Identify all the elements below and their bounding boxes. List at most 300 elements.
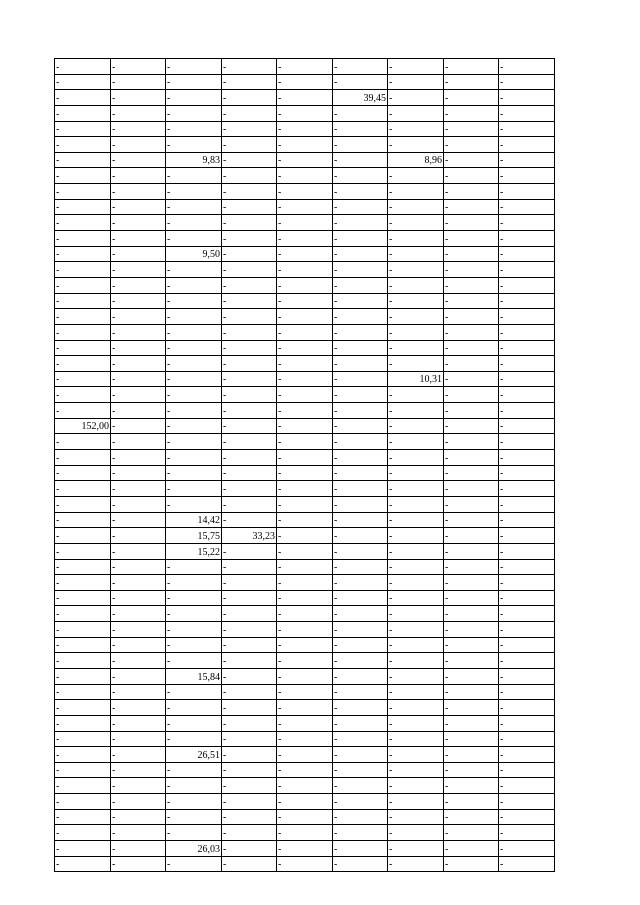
table-cell: - — [333, 434, 388, 450]
table-cell: - — [55, 105, 111, 121]
table-row — [55, 684, 555, 700]
table-cell: - — [111, 622, 166, 638]
table-cell: - — [444, 262, 499, 278]
table-row — [55, 262, 555, 278]
table-cell: - — [499, 231, 555, 247]
table-cell: - — [111, 231, 166, 247]
table-cell: - — [388, 246, 444, 262]
table-cell: - — [222, 543, 277, 559]
table-cell: - — [222, 778, 277, 794]
table-row — [55, 668, 555, 684]
table-cell: - — [444, 668, 499, 684]
table-cell: - — [277, 371, 333, 387]
table-cell: - — [111, 356, 166, 372]
table-cell: - — [444, 747, 499, 763]
table-cell: - — [277, 856, 333, 872]
table-cell: - — [388, 762, 444, 778]
table-cell: - — [222, 309, 277, 325]
table-cell: - — [333, 418, 388, 434]
table-cell: - — [55, 90, 111, 106]
table-cell: - — [333, 465, 388, 481]
table-cell: - — [333, 403, 388, 419]
table-cell: - — [277, 762, 333, 778]
table-cell: - — [277, 465, 333, 481]
table-cell: - — [499, 90, 555, 106]
table-cell: - — [111, 637, 166, 653]
table-cell: - — [444, 731, 499, 747]
table-cell: 8,96 — [388, 152, 444, 168]
table-row — [55, 543, 555, 559]
table-cell: - — [333, 262, 388, 278]
table-cell: - — [444, 528, 499, 544]
table-cell: - — [222, 59, 277, 75]
table-cell: - — [499, 340, 555, 356]
table-cell: - — [499, 246, 555, 262]
table-cell: - — [166, 731, 222, 747]
table-cell: - — [222, 559, 277, 575]
table-cell: - — [222, 74, 277, 90]
spreadsheet-table — [54, 58, 555, 872]
table-cell: - — [388, 496, 444, 512]
table-row — [55, 324, 555, 340]
table-cell: - — [222, 715, 277, 731]
table-row — [55, 74, 555, 90]
table-row — [55, 434, 555, 450]
table-cell: - — [55, 59, 111, 75]
table-cell: - — [333, 168, 388, 184]
table-cell: - — [388, 559, 444, 575]
table-cell: - — [277, 684, 333, 700]
table-cell: - — [277, 152, 333, 168]
table-cell: - — [111, 794, 166, 810]
table-cell: - — [277, 668, 333, 684]
table-row — [55, 825, 555, 841]
table-cell: - — [333, 215, 388, 231]
table-cell: - — [444, 481, 499, 497]
table-cell: - — [55, 794, 111, 810]
table-cell: - — [277, 622, 333, 638]
table-cell: - — [388, 450, 444, 466]
table-cell: - — [444, 841, 499, 857]
table-cell: - — [333, 825, 388, 841]
table-cell: - — [444, 403, 499, 419]
table-cell: - — [111, 324, 166, 340]
table-cell: - — [55, 637, 111, 653]
table-cell: - — [388, 387, 444, 403]
table-row — [55, 105, 555, 121]
table-cell: - — [222, 841, 277, 857]
table-cell: - — [277, 121, 333, 137]
table-cell: - — [444, 794, 499, 810]
table-row — [55, 371, 555, 387]
table-cell: - — [166, 637, 222, 653]
table-row — [55, 137, 555, 153]
table-cell: - — [222, 324, 277, 340]
table-cell: - — [499, 309, 555, 325]
table-cell: - — [499, 512, 555, 528]
table-cell: - — [444, 74, 499, 90]
table-cell: - — [111, 309, 166, 325]
table-cell: - — [166, 856, 222, 872]
table-cell: - — [333, 59, 388, 75]
table-cell: - — [499, 152, 555, 168]
table-cell: - — [166, 184, 222, 200]
table-cell: - — [222, 418, 277, 434]
table-row — [55, 637, 555, 653]
table-row — [55, 309, 555, 325]
table-cell: - — [499, 668, 555, 684]
table-cell: - — [277, 528, 333, 544]
table-cell: - — [333, 715, 388, 731]
table-cell: - — [55, 434, 111, 450]
table-cell: - — [55, 309, 111, 325]
table-cell: - — [55, 293, 111, 309]
table-cell: - — [111, 340, 166, 356]
table-cell: - — [499, 324, 555, 340]
table-cell: - — [333, 246, 388, 262]
table-cell: - — [55, 668, 111, 684]
table-cell: - — [166, 356, 222, 372]
table-cell: - — [111, 809, 166, 825]
table-cell: - — [499, 622, 555, 638]
table-row — [55, 841, 555, 857]
table-cell: - — [55, 590, 111, 606]
table-cell: - — [499, 74, 555, 90]
table-cell: - — [55, 559, 111, 575]
table-cell: - — [388, 418, 444, 434]
table-row — [55, 715, 555, 731]
table-row — [55, 809, 555, 825]
table-cell: - — [444, 450, 499, 466]
table-cell: - — [222, 481, 277, 497]
table-cell: - — [444, 700, 499, 716]
table-cell: - — [277, 543, 333, 559]
table-cell: - — [444, 199, 499, 215]
table-cell: - — [333, 387, 388, 403]
table-cell: - — [444, 653, 499, 669]
table-cell: - — [499, 356, 555, 372]
table-cell: - — [499, 168, 555, 184]
table-cell: - — [277, 387, 333, 403]
table-cell: - — [222, 762, 277, 778]
table-cell: - — [499, 293, 555, 309]
table-cell: - — [166, 121, 222, 137]
table-cell: - — [222, 825, 277, 841]
table-cell: 26,03 — [166, 841, 222, 857]
table-row — [55, 340, 555, 356]
table-cell: - — [333, 371, 388, 387]
table-cell: 152,00 — [55, 418, 111, 434]
table-cell: - — [333, 606, 388, 622]
table-cell: - — [55, 277, 111, 293]
table-cell: - — [444, 59, 499, 75]
table-cell: 10,31 — [388, 371, 444, 387]
table-cell: - — [111, 90, 166, 106]
table-cell: - — [499, 715, 555, 731]
table-cell: - — [166, 199, 222, 215]
table-cell: - — [111, 293, 166, 309]
table-cell: - — [333, 684, 388, 700]
table-cell: - — [222, 512, 277, 528]
table-cell: - — [166, 387, 222, 403]
table-cell: - — [499, 496, 555, 512]
table-cell: - — [444, 246, 499, 262]
table-cell: - — [444, 512, 499, 528]
table-cell: - — [444, 231, 499, 247]
table-cell: - — [499, 59, 555, 75]
table-cell: - — [166, 215, 222, 231]
table-cell: - — [388, 137, 444, 153]
table-cell: - — [499, 684, 555, 700]
table-row — [55, 231, 555, 247]
table-cell: - — [222, 403, 277, 419]
table-cell: - — [111, 387, 166, 403]
table-cell: - — [111, 152, 166, 168]
table-cell: - — [166, 403, 222, 419]
table-cell: - — [333, 184, 388, 200]
table-cell: - — [333, 324, 388, 340]
table-cell: - — [499, 590, 555, 606]
table-cell: - — [55, 262, 111, 278]
table-cell: - — [166, 825, 222, 841]
table-cell: - — [333, 121, 388, 137]
table-row — [55, 794, 555, 810]
table-cell: - — [499, 418, 555, 434]
table-cell: - — [499, 403, 555, 419]
table-cell: - — [333, 277, 388, 293]
table-cell: - — [388, 403, 444, 419]
table-cell: - — [444, 496, 499, 512]
table-cell: - — [166, 575, 222, 591]
table-cell: - — [55, 465, 111, 481]
table-cell: - — [111, 168, 166, 184]
table-cell: - — [55, 715, 111, 731]
table-cell: - — [277, 403, 333, 419]
table-row — [55, 762, 555, 778]
table-cell: - — [444, 277, 499, 293]
table-cell: - — [111, 434, 166, 450]
table-cell: - — [277, 293, 333, 309]
table-row — [55, 731, 555, 747]
table-cell: - — [499, 465, 555, 481]
table-cell: - — [277, 277, 333, 293]
table-cell: - — [111, 528, 166, 544]
table-cell: - — [111, 403, 166, 419]
table-row — [55, 747, 555, 763]
table-cell: - — [277, 184, 333, 200]
table-cell: - — [166, 481, 222, 497]
table-cell: - — [166, 653, 222, 669]
table-cell: - — [111, 762, 166, 778]
table-cell: - — [388, 637, 444, 653]
table-cell: - — [277, 59, 333, 75]
table-cell: - — [499, 137, 555, 153]
table-cell: - — [55, 246, 111, 262]
table-cell: - — [444, 168, 499, 184]
table-cell: - — [222, 121, 277, 137]
table-cell: - — [388, 293, 444, 309]
table-row — [55, 481, 555, 497]
table-cell: 9,83 — [166, 152, 222, 168]
table-cell: - — [111, 215, 166, 231]
table-cell: - — [444, 575, 499, 591]
table-cell: - — [333, 794, 388, 810]
table-cell: - — [333, 700, 388, 716]
table-cell: - — [55, 778, 111, 794]
table-cell: - — [388, 778, 444, 794]
table-cell: - — [111, 481, 166, 497]
table-cell: - — [55, 168, 111, 184]
table-cell: - — [222, 575, 277, 591]
table-cell: - — [166, 90, 222, 106]
table-cell: - — [55, 199, 111, 215]
table-row — [55, 246, 555, 262]
table-cell: - — [222, 637, 277, 653]
table-cell: - — [388, 856, 444, 872]
table-cell: - — [333, 137, 388, 153]
table-cell: - — [388, 277, 444, 293]
table-cell: - — [111, 277, 166, 293]
table-cell: - — [166, 434, 222, 450]
table-cell: - — [166, 137, 222, 153]
table-cell: - — [222, 684, 277, 700]
table-row — [55, 199, 555, 215]
table-cell: - — [388, 700, 444, 716]
table-cell: - — [166, 105, 222, 121]
table-cell: - — [111, 575, 166, 591]
table-cell: - — [55, 403, 111, 419]
table-cell: - — [166, 340, 222, 356]
table-cell: - — [111, 371, 166, 387]
table-cell: - — [499, 762, 555, 778]
table-cell: - — [388, 841, 444, 857]
table-cell: - — [166, 324, 222, 340]
table-cell: - — [111, 590, 166, 606]
table-cell: - — [111, 700, 166, 716]
table-cell: - — [388, 809, 444, 825]
table-cell: - — [166, 277, 222, 293]
table-cell: - — [222, 606, 277, 622]
table-row — [55, 700, 555, 716]
table-row — [55, 418, 555, 434]
table-cell: - — [499, 184, 555, 200]
table-cell: - — [333, 590, 388, 606]
table-cell: - — [499, 731, 555, 747]
table-cell: - — [333, 809, 388, 825]
table-cell: - — [388, 121, 444, 137]
table-cell: - — [388, 731, 444, 747]
table-cell: - — [222, 371, 277, 387]
table-cell: - — [333, 496, 388, 512]
table-cell: - — [55, 215, 111, 231]
table-cell: - — [222, 496, 277, 512]
table-cell: - — [222, 184, 277, 200]
table-cell: - — [333, 356, 388, 372]
table-cell: - — [444, 825, 499, 841]
table-cell: - — [444, 622, 499, 638]
table-cell: - — [166, 809, 222, 825]
table-cell: - — [222, 653, 277, 669]
table-cell: - — [444, 293, 499, 309]
table-cell: - — [222, 246, 277, 262]
table-cell: - — [111, 747, 166, 763]
table-cell: - — [277, 418, 333, 434]
table-cell: - — [55, 762, 111, 778]
table-cell: - — [388, 715, 444, 731]
table-cell: - — [222, 340, 277, 356]
table-cell: - — [277, 559, 333, 575]
table-cell: - — [55, 324, 111, 340]
table-cell: - — [499, 809, 555, 825]
table-cell: - — [444, 762, 499, 778]
table-cell: - — [388, 543, 444, 559]
table-cell: - — [222, 387, 277, 403]
table-cell: - — [55, 481, 111, 497]
table-cell: - — [277, 309, 333, 325]
table-cell: - — [499, 637, 555, 653]
table-cell: - — [444, 606, 499, 622]
table-cell: - — [277, 340, 333, 356]
table-cell: 15,84 — [166, 668, 222, 684]
table-cell: - — [277, 512, 333, 528]
table-cell: - — [388, 231, 444, 247]
table-cell: - — [111, 731, 166, 747]
table-cell: - — [55, 731, 111, 747]
table-cell: - — [222, 231, 277, 247]
table-cell: - — [444, 371, 499, 387]
table-cell: - — [333, 575, 388, 591]
table-cell: - — [222, 199, 277, 215]
table-cell: - — [277, 794, 333, 810]
table-cell: - — [222, 90, 277, 106]
table-row — [55, 465, 555, 481]
table-cell: - — [111, 246, 166, 262]
table-cell: - — [277, 450, 333, 466]
table-cell: - — [166, 74, 222, 90]
table-cell: - — [55, 653, 111, 669]
table-cell: - — [333, 543, 388, 559]
table-cell: - — [55, 184, 111, 200]
table-cell: - — [55, 340, 111, 356]
table-cell: - — [444, 356, 499, 372]
table-cell: - — [499, 199, 555, 215]
table-row — [55, 387, 555, 403]
table-cell: - — [111, 841, 166, 857]
table-cell: - — [333, 762, 388, 778]
table-cell: - — [111, 184, 166, 200]
table-cell: - — [277, 356, 333, 372]
table-cell: - — [277, 731, 333, 747]
table-cell: - — [277, 825, 333, 841]
table-cell: - — [111, 465, 166, 481]
table-cell: - — [222, 465, 277, 481]
table-cell: - — [111, 825, 166, 841]
table-cell: - — [111, 668, 166, 684]
table-cell: - — [55, 543, 111, 559]
table-cell: - — [388, 105, 444, 121]
table-cell: 15,75 — [166, 528, 222, 544]
table-cell: - — [222, 856, 277, 872]
table-cell: 39,45 — [333, 90, 388, 106]
table-cell: - — [444, 684, 499, 700]
table-cell: - — [388, 481, 444, 497]
table-cell: - — [444, 778, 499, 794]
table-cell: - — [277, 231, 333, 247]
table-cell: - — [388, 590, 444, 606]
table-cell: - — [222, 794, 277, 810]
table-cell: - — [111, 856, 166, 872]
table-cell: - — [55, 450, 111, 466]
